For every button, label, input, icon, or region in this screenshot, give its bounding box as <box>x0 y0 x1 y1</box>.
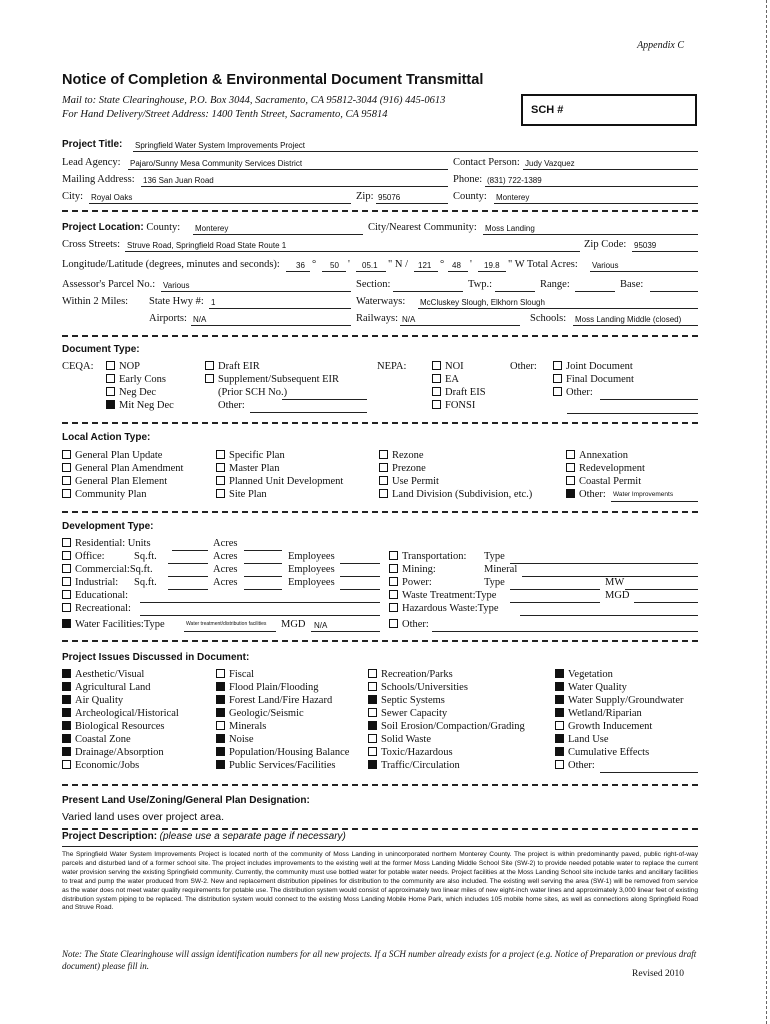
project-location-label: Project Location: <box>62 222 144 233</box>
document-type-heading: Document Type: <box>62 344 140 355</box>
other-option-joint-document[interactable]: Joint Document <box>553 361 633 372</box>
section-label: Section: <box>356 279 391 290</box>
schools-value[interactable]: Moss Landing Middle (closed) <box>575 315 682 324</box>
ceqa-option-draft-eir[interactable]: Draft EIR <box>205 361 260 372</box>
issue-minerals[interactable]: Minerals <box>216 721 266 732</box>
county-value[interactable]: Monterey <box>496 193 530 202</box>
location-county-value[interactable]: Monterey <box>195 224 229 233</box>
local-rezone[interactable]: Rezone <box>379 450 424 461</box>
parcel-label: Assessor's Parcel No.: <box>62 279 156 290</box>
other-option-other[interactable]: Other: <box>553 387 593 398</box>
issue-soil-erosion[interactable]: Soil Erosion/Compaction/Grading <box>368 721 525 732</box>
sch-label: SCH # <box>531 104 564 116</box>
lat-seconds[interactable]: 05.1 <box>362 261 378 270</box>
issue-aesthetic-visual[interactable]: Aesthetic/Visual <box>62 669 144 680</box>
issue-traffic-circulation[interactable]: Traffic/Circulation <box>368 760 460 771</box>
issue-biological-resources[interactable]: Biological Resources <box>62 721 165 732</box>
nepa-option-ea[interactable]: EA <box>432 374 459 385</box>
lat-degrees[interactable]: 36 <box>296 261 305 270</box>
latlong-label: Longitude/Latitude (degrees, minutes and seconds): <box>62 259 280 270</box>
development-type-heading: Development Type: <box>62 521 154 532</box>
west-total-acres-label: " W Total Acres: <box>508 259 578 270</box>
nepa-option-noi[interactable]: NOI <box>432 361 464 372</box>
issue-water-supply[interactable]: Water Supply/Groundwater <box>555 695 684 706</box>
county-label: County: <box>453 191 487 202</box>
ceqa-option-mit-neg-dec[interactable]: Mit Neg Dec <box>106 400 174 411</box>
issue-forest-land-fire[interactable]: Forest Land/Fire Hazard <box>216 695 332 706</box>
local-master-plan[interactable]: Master Plan <box>216 463 279 474</box>
issue-sewer-capacity[interactable]: Sewer Capacity <box>368 708 447 719</box>
project-description-text[interactable]: The Springfield Water System Improvements Project is located north of the community of Moss Landing in unincorporated northern Monterey County. The project is within predominantly paved, public right-of-way parcels and disturbed land of a former school site. The project includes improvements to the existing well at the former Moss Landing Middle School Site (SW-2) to provide needed potable water to replace the current water provision serving the existing Springfield community. Currently, the community must use bottled water for potable water needs. Project facilities at the Moss Landing School site include tanks and ancillary facilities to treat and pump the water produced from SW-2. New and replacement distribution pipelines for distribution to the community are also included. The existing well serving the area (SW-1) will be removed from service as the water does not meet water quality requirements for potable use. The distribution system would consist of approximately two linear miles of new eight-inch water lines and approximately 3,000 linear feet of existing distribution system piping to be replaced. The distribution system would connect to the existing Moss Landing Mobile Home Park, which includes 105 mobile home sites, as well as connections along Springfield Road and Struve Road. <box>62 851 698 912</box>
dev-mining[interactable]: Mining: <box>389 564 436 575</box>
issue-population-housing[interactable]: Population/Housing Balance <box>216 747 349 758</box>
local-coastal-permit[interactable]: Coastal Permit <box>566 476 641 487</box>
doc-other-label: Other: <box>510 361 537 372</box>
local-community-plan[interactable]: Community Plan <box>62 489 146 500</box>
other-option-final-document[interactable]: Final Document <box>553 374 634 385</box>
nepa-option-draft-eis[interactable]: Draft EIS <box>432 387 486 398</box>
lon-seconds[interactable]: 19.8 <box>484 261 500 270</box>
issue-flood-plain[interactable]: Flood Plain/Flooding <box>216 682 319 693</box>
land-use-heading: Present Land Use/Zoning/General Plan Designation: <box>62 795 310 806</box>
issue-wetland-riparian[interactable]: Wetland/Riparian <box>555 708 642 719</box>
issue-air-quality[interactable]: Air Quality <box>62 695 123 706</box>
contact-person-label: Contact Person: <box>453 157 520 168</box>
appendix-label: Appendix C <box>637 40 684 51</box>
ceqa-option-supplement-eir[interactable]: Supplement/Subsequent EIR <box>205 374 339 385</box>
waterways-value[interactable]: McCluskey Slough, Elkhorn Slough <box>420 298 545 307</box>
dev-hazardous-waste[interactable]: Hazardous Waste:Type <box>389 603 498 614</box>
project-description-heading: Project Description: <box>62 831 158 842</box>
local-general-plan-amendment[interactable]: General Plan Amendment <box>62 463 183 474</box>
parcel-value[interactable]: Various <box>163 281 190 290</box>
issue-water-quality[interactable]: Water Quality <box>555 682 627 693</box>
local-general-plan-update[interactable]: General Plan Update <box>62 450 162 461</box>
local-other[interactable]: Other: <box>566 489 606 500</box>
local-land-division[interactable]: Land Division (Subdivision, etc.) <box>379 489 532 500</box>
local-redevelopment[interactable]: Redevelopment <box>566 463 645 474</box>
ceqa-option-nop[interactable]: NOP <box>106 361 140 372</box>
base-label: Base: <box>620 279 644 290</box>
prior-sch-label: (Prior SCH No.) <box>218 387 288 398</box>
phone-label: Phone: <box>453 174 483 185</box>
issue-toxic-hazardous[interactable]: Toxic/Hazardous <box>368 747 453 758</box>
sch-note: Note: The State Clearinghouse will assign identification numbers for all new projects. If a SCH number already exists for a project (e.g. Notice of Preparation or previous draft document) please fill in. <box>62 949 697 971</box>
issue-noise[interactable]: Noise <box>216 734 254 745</box>
nepa-label: NEPA: <box>377 361 407 372</box>
zip-value[interactable]: 95076 <box>378 193 401 202</box>
total-acres-value[interactable]: Various <box>592 261 619 270</box>
railways-value[interactable]: N/A <box>402 315 416 324</box>
hand-delivery-address: For Hand Delivery/Street Address: 1400 Tenth Street, Sacramento, CA 95814 <box>62 109 388 120</box>
ceqa-other-label: Other: <box>218 400 245 411</box>
local-general-plan-element[interactable]: General Plan Element <box>62 476 167 487</box>
zip-label: Zip: <box>356 191 374 202</box>
mailing-address-value[interactable]: 136 San Juan Road <box>143 176 214 185</box>
lead-agency-label: Lead Agency: <box>62 157 121 168</box>
issue-geologic-seismic[interactable]: Geologic/Seismic <box>216 708 304 719</box>
nepa-option-fonsi[interactable]: FONSI <box>432 400 475 411</box>
ceqa-option-early-cons[interactable]: Early Cons <box>106 374 166 385</box>
nearest-community-value[interactable]: Moss Landing <box>485 224 535 233</box>
local-action-heading: Local Action Type: <box>62 432 151 443</box>
local-annexation[interactable]: Annexation <box>566 450 628 461</box>
issue-economic-jobs[interactable]: Economic/Jobs <box>62 760 139 771</box>
city-value[interactable]: Royal Oaks <box>91 193 133 202</box>
local-site-plan[interactable]: Site Plan <box>216 489 267 500</box>
airports-label: Airports: <box>149 313 187 324</box>
dev-transportation[interactable]: Transportation: <box>389 551 466 562</box>
local-other-value[interactable]: Water Improvements <box>613 491 674 498</box>
ceqa-label: CEQA: <box>62 361 94 372</box>
lon-degrees[interactable]: 121 <box>418 261 432 270</box>
north-marker: " N / <box>388 259 409 270</box>
issue-fiscal[interactable]: Fiscal <box>216 669 254 680</box>
range-label: Range: <box>540 279 570 290</box>
dev-commercial[interactable]: Commercial:Sq.ft. <box>62 564 153 575</box>
issue-septic-systems[interactable]: Septic Systems <box>368 695 445 706</box>
local-planned-unit-development[interactable]: Planned Unit Development <box>216 476 343 487</box>
railways-label: Railways: <box>356 313 398 324</box>
dev-educational[interactable]: Educational: <box>62 590 128 601</box>
state-hwy-value[interactable]: 1 <box>211 298 216 307</box>
issue-land-use[interactable]: Land Use <box>555 734 609 745</box>
zip-code-label: Zip Code: <box>584 239 627 250</box>
zip-code-value[interactable]: 95039 <box>634 241 657 250</box>
local-use-permit[interactable]: Use Permit <box>379 476 439 487</box>
dev-industrial[interactable]: Industrial: <box>62 577 118 588</box>
form-title: Notice of Completion & Environmental Document Transmittal <box>62 72 484 88</box>
issue-vegetation[interactable]: Vegetation <box>555 669 613 680</box>
local-prezone[interactable]: Prezone <box>379 463 426 474</box>
water-type-value[interactable]: Water treatment/distribution facilities <box>186 621 267 627</box>
issue-recreation-parks[interactable]: Recreation/Parks <box>368 669 453 680</box>
within-2-miles-label: Within 2 Miles: <box>62 296 129 307</box>
mailing-address-label: Mailing Address: <box>62 174 135 185</box>
waterways-label: Waterways: <box>356 296 406 307</box>
schools-label: Schools: <box>530 313 567 324</box>
land-use-value[interactable]: Varied land uses over project area. <box>62 811 225 823</box>
project-title-label: Project Title: <box>62 139 123 150</box>
project-description-note: (please use a separate page if necessary) <box>159 831 346 842</box>
dev-other[interactable]: Other: <box>389 619 429 630</box>
phone-value[interactable]: (831) 722-1389 <box>487 176 542 185</box>
nearest-community-label: City/Nearest Community: <box>368 222 477 233</box>
dev-recreational[interactable]: Recreational: <box>62 603 131 614</box>
lon-minutes[interactable]: 48 <box>452 261 461 270</box>
dev-waste-treatment[interactable]: Waste Treatment:Type <box>389 590 496 601</box>
lat-minutes[interactable]: 50 <box>330 261 339 270</box>
revised-date: Revised 2010 <box>632 969 684 979</box>
sch-number-box[interactable] <box>521 94 697 126</box>
mgd-value[interactable]: N/A <box>314 621 328 630</box>
issue-agricultural-land[interactable]: Agricultural Land <box>62 682 151 693</box>
project-title-value[interactable]: Springfield Water System Improvements Project <box>135 141 305 150</box>
dev-water-facilities[interactable]: Water Facilities:Type <box>62 619 165 630</box>
issue-growth-inducement[interactable]: Growth Inducement <box>555 721 652 732</box>
project-issues-heading: Project Issues Discussed in Document: <box>62 652 250 663</box>
cross-streets-label: Cross Streets: <box>62 239 121 250</box>
lead-agency-value[interactable]: Pajaro/Sunny Mesa Community Services District <box>130 159 303 168</box>
issue-public-services[interactable]: Public Services/Facilities <box>216 760 335 771</box>
issue-archeological-historical[interactable]: Archeological/Historical <box>62 708 179 719</box>
dev-power[interactable]: Power: <box>389 577 432 588</box>
city-label: City: <box>62 191 84 202</box>
page-edge <box>766 0 767 1024</box>
issue-coastal-zone[interactable]: Coastal Zone <box>62 734 131 745</box>
issue-solid-waste[interactable]: Solid Waste <box>368 734 431 745</box>
location-county-label: County: <box>146 222 181 233</box>
mail-address: Mail to: State Clearinghouse, P.O. Box 3044, Sacramento, CA 95812-3044 (916) 445-0613 <box>62 95 446 106</box>
issue-other[interactable]: Other: <box>555 760 595 771</box>
issue-drainage-absorption[interactable]: Drainage/Absorption <box>62 747 164 758</box>
twp-label: Twp.: <box>468 279 493 290</box>
contact-person-value[interactable]: Judy Vazquez <box>525 159 575 168</box>
airports-value[interactable]: N/A <box>193 315 207 324</box>
ceqa-option-neg-dec[interactable]: Neg Dec <box>106 387 156 398</box>
local-specific-plan[interactable]: Specific Plan <box>216 450 285 461</box>
issue-cumulative-effects[interactable]: Cumulative Effects <box>555 747 649 758</box>
dev-office[interactable]: Office: <box>62 551 105 562</box>
state-hwy-label: State Hwy #: <box>149 296 204 307</box>
cross-streets-value[interactable]: Struve Road, Springfield Road State Route 1 <box>127 241 287 250</box>
dev-residential[interactable]: Residential: Units <box>62 538 151 549</box>
issue-schools-universities[interactable]: Schools/Universities <box>368 682 468 693</box>
